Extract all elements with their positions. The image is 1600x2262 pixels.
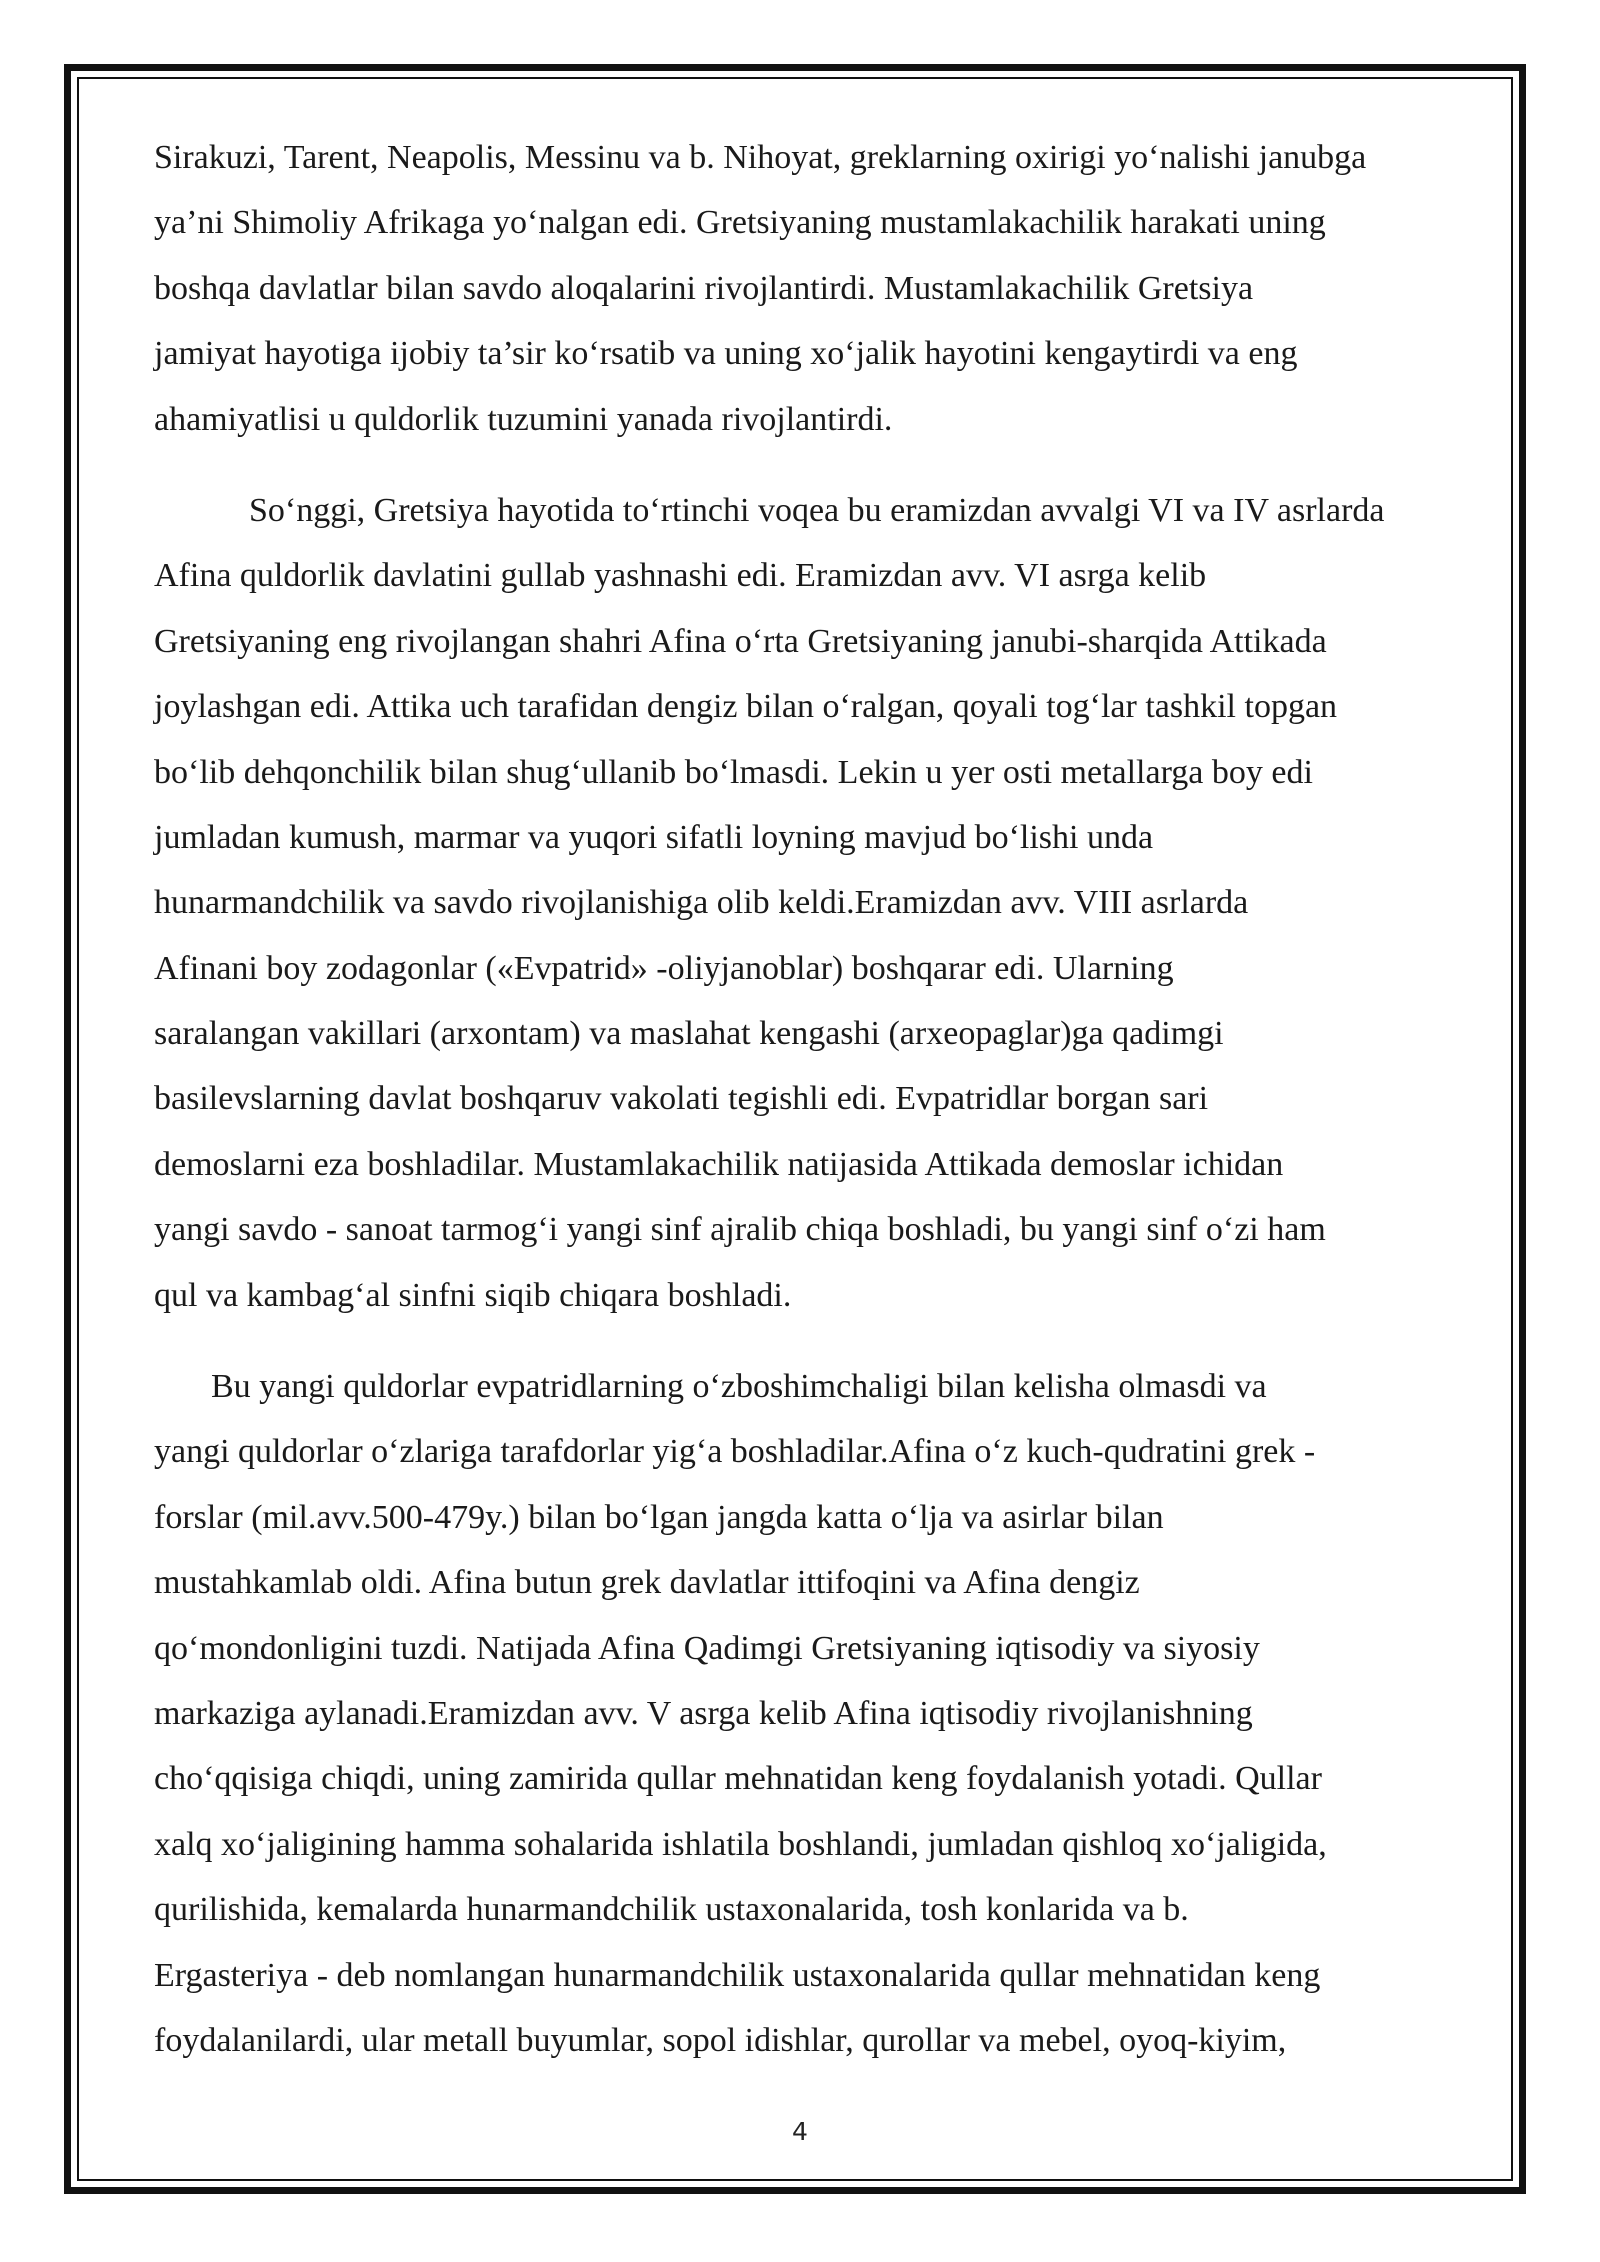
text-line: ahamiyatlisi u quldorlik tuzumini yanada rivojlantirdi.: [154, 400, 893, 438]
text-line: Afina quldorlik davlatini gullab yashnashi edi. Eramizdan avv. VI asrga kelib: [154, 557, 1207, 595]
paragraph-3: [154, 1354, 1514, 2073]
text-line: ya’ni Shimoliy Afrikaga yo‘nalgan edi. Gretsiyaning mustamlakachilik harakati uning: [154, 204, 1326, 242]
text-line: hunarmandchilik va savdo rivojlanishiga olib keldi.Eramizdan avv. VIII asrlarda: [154, 884, 1249, 922]
text-line: saralangan vakillari (arxontam) va maslahat kengashi (arxeopaglar)ga qadimgi: [154, 1015, 1224, 1053]
text-line: Ergasteriya - deb nomlangan hunarmandchilik ustaxonalarida qullar mehnatidan keng: [154, 1956, 1321, 1994]
document-body: [154, 125, 1514, 2073]
text-line: demoslarni eza boshladilar. Mustamlakachilik natijasida Attikada demoslar ichidan: [154, 1145, 1284, 1183]
text-line: joylashgan edi. Attika uch tarafidan dengiz bilan o‘ralgan, qoyali tog‘lar tashkil topgan: [154, 688, 1338, 726]
text-line: yangi savdo - sanoat tarmog‘i yangi sinf ajralib chiqa boshladi, bu yangi sinf o‘zi ham: [154, 1211, 1326, 1249]
text-line: qurilishida, kemalarda hunarmandchilik ustaxonalarida, tosh konlarida va b.: [154, 1891, 1189, 1929]
text-line: mustahkamlab oldi. Afina butun grek davlatlar ittifoqini va Afina dengiz: [154, 1564, 1140, 1602]
text-line: cho‘qqisiga chiqdi, uning zamirida qullar mehnatidan keng foydalanish yotadi. Qullar: [154, 1760, 1322, 1798]
text-line: jamiyat hayotiga ijobiy ta’sir ko‘rsatib va uning xo‘jalik hayotini kengaytirdi va eng: [154, 335, 1298, 373]
text-line: So‘nggi, Gretsiya hayotida to‘rtinchi voqea bu eramizdan avvalgi VI va IV asrlarda: [249, 491, 1385, 529]
page-number: 4: [792, 2117, 808, 2146]
text-line: qul va kambag‘al sinfni siqib chiqara boshladi.: [154, 1276, 792, 1314]
text-line: Gretsiyaning eng rivojlangan shahri Afina o‘rta Gretsiyaning janubi-sharqida Attikada: [154, 622, 1327, 660]
text-line: markaziga aylanadi.Eramizdan avv. V asrga kelib Afina iqtisodiy rivojlanishning: [154, 1694, 1253, 1732]
text-line: boshqa davlatlar bilan savdo aloqalarini rivojlantirdi. Mustamlakachilik Gretsiya: [154, 269, 1254, 307]
text-line: yangi quldorlar o‘zlariga tarafdorlar yig‘a boshladilar.Afina o‘z kuch-qudratini grek -: [154, 1433, 1316, 1471]
text-line: Bu yangi quldorlar evpatridlarning o‘zboshimchaligi bilan kelisha olmasdi va: [211, 1368, 1267, 1406]
paragraph-1: [154, 125, 1514, 452]
paragraph-2: [154, 478, 1514, 1328]
text-line: forslar (mil.avv.500-479y.) bilan bo‘lgan jangda katta o‘lja va asirlar bilan: [154, 1498, 1164, 1536]
text-line: qo‘mondonligini tuzdi. Natijada Afina Qadimgi Gretsiyaning iqtisodiy va siyosiy: [154, 1629, 1260, 1667]
text-line: basilevslarning davlat boshqaruv vakolati tegishli edi. Evpatridlar borgan sari: [154, 1080, 1209, 1118]
text-line: Afinani boy zodagonlar («Evpatrid» -oliyjanoblar) boshqarar edi. Ularning: [154, 949, 1174, 987]
text-line: xalq xo‘jaligining hamma sohalarida ishlatila boshlandi, jumladan qishloq xo‘jaligida,: [154, 1825, 1327, 1863]
text-line: jumladan kumush, marmar va yuqori sifatli loyning mavjud bo‘lishi unda: [154, 818, 1154, 856]
text-line: foydalanilardi, ular metall buyumlar, sopol idishlar, qurollar va mebel, oyoq-kiyim,: [154, 2021, 1287, 2059]
text-line: Sirakuzi, Tarent, Neapolis, Messinu va b. Nihoyat, greklarning oxirigi yo‘nalishi janubga: [154, 139, 1367, 176]
text-line: bo‘lib dehqonchilik bilan shug‘ullanib bo‘lmasdi. Lekin u yer osti metallarga boy edi: [154, 753, 1313, 791]
